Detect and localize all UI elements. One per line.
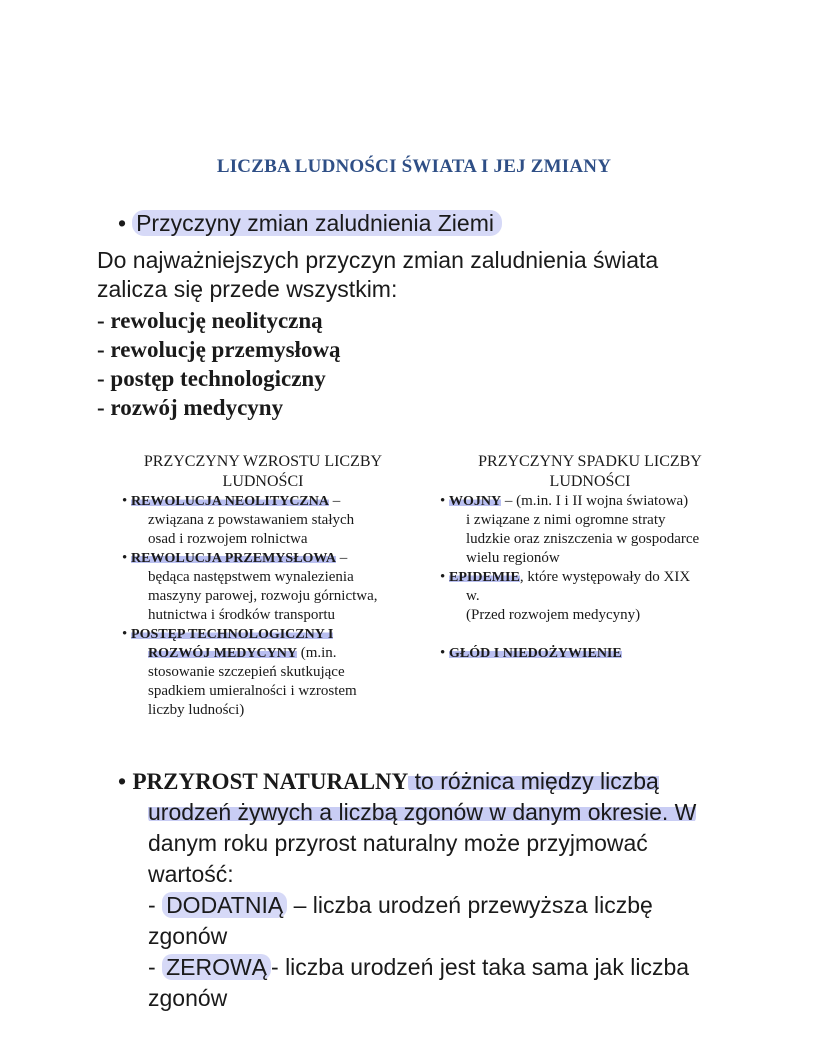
header-line: PRZYCZYNY WZROSTU LICZBY (143, 453, 383, 470)
cause-desc: – (m.in. I i II wojna światowa) (501, 493, 689, 509)
section1-heading (118, 210, 502, 237)
cause-desc: wielu regionów (466, 550, 560, 566)
bullet-icon: • (122, 626, 128, 642)
cause-lead: GŁÓD I NIEDOŻYWIENIE (449, 646, 622, 661)
dash: - (148, 892, 163, 918)
dash: - (148, 954, 163, 980)
cause-desc: osad i rozwojem rolnictwa (148, 531, 308, 547)
causes-list (97, 306, 341, 422)
cause-desc: maszyny parowej, rozwoju górnictwa, (148, 588, 378, 604)
cause-desc: (m.in. (296, 645, 337, 661)
bullet-icon: • (440, 645, 446, 661)
zero-value: ZEROWĄ (162, 954, 271, 980)
term: PRZYROST NATURALNY (132, 769, 409, 794)
header-line: LUDNOŚCI (222, 473, 304, 490)
list-item: - postęp technologiczny (97, 366, 326, 391)
page-title: LICZBA LUDNOŚCI ŚWIATA I JEJ ZMIANY (216, 156, 612, 177)
cause-lead: POSTĘP TECHNOLOGICZNY I (131, 627, 334, 642)
positive-value: DODATNIĄ (162, 892, 287, 918)
cause-desc: liczby ludności) (148, 702, 245, 718)
header-line: PRZYCZYNY SPADKU LICZBY (478, 453, 702, 470)
cause-desc: będąca następstwem wynalezienia (148, 569, 354, 585)
definition-text: wartość: (148, 861, 234, 887)
cause-lead: REWOLUCJA PRZEMYSŁOWA (131, 551, 336, 566)
list-item: - rewolucję przemysłową (97, 337, 341, 362)
cause-desc: stosowanie szczepień skutkujące (148, 664, 345, 680)
list-item: - rozwój medycyny (97, 395, 284, 420)
cause-lead: ROZWÓJ MEDYCYNY (148, 646, 297, 661)
cause-desc: , które występowały do XIX (519, 569, 691, 585)
cause-item (440, 568, 740, 625)
bullet-icon: • (440, 569, 446, 585)
dash: – (329, 493, 341, 509)
section1-heading-text: Przyczyny zmian zaludnienia Ziemi (132, 210, 502, 236)
cause-lead: REWOLUCJA NEOLITYCZNA (131, 494, 329, 509)
column-header (118, 452, 408, 492)
header-line: LUDNOŚCI (549, 473, 631, 490)
list-item: - rewolucję neolityczną (97, 308, 323, 333)
cause-item (118, 625, 408, 720)
definition-text: urodzeń żywych a liczbą zgonów w danym okresie. W (148, 799, 697, 825)
cause-desc: ludzkie oraz zniszczenia w gospodarce (466, 531, 700, 547)
bullet-icon: • (118, 768, 127, 794)
intro-line: Do najważniejszych przyczyn zmian zaludnienia świata (97, 247, 659, 273)
cause-desc: i związane z nimi ogromne straty (466, 512, 666, 528)
column-header (440, 452, 740, 492)
definition-text: zgonów (148, 923, 228, 949)
definition-text: danym roku przyrost naturalny może przyjmować (148, 830, 648, 856)
intro-line: zalicza się przede wszystkim: (97, 276, 398, 302)
definition-text: - liczba urodzeń jest taka sama jak liczba (271, 954, 690, 980)
bullet-icon: • (122, 550, 128, 566)
section1-intro (97, 246, 737, 304)
cause-lead: EPIDEMIE (449, 570, 520, 585)
bullet-icon: • (122, 493, 128, 509)
cause-desc: w. (466, 588, 480, 604)
cause-item (118, 492, 408, 549)
cause-lead: WOJNY (449, 494, 502, 509)
natural-growth-section (118, 766, 718, 1014)
definition-text: to różnica między liczbą (408, 768, 659, 794)
bullet-icon: • (440, 493, 446, 509)
dash: – (335, 550, 348, 566)
cause-desc: hutnictwa i środków transportu (148, 607, 336, 623)
definition-text: – liczba urodzeń przewyższa liczbę (287, 892, 653, 918)
cause-item (440, 492, 740, 568)
bullet-icon: • (118, 210, 127, 236)
cause-desc: spadkiem umieralności i wzrostem (148, 683, 357, 699)
cause-desc: związana z powstawaniem stałych (148, 512, 355, 528)
cause-item (118, 549, 408, 625)
cause-desc: (Przed rozwojem medycyny) (466, 607, 641, 623)
decline-causes-column (440, 452, 740, 663)
definition-text: zgonów (148, 985, 228, 1011)
cause-item (440, 644, 740, 663)
growth-causes-column (118, 452, 408, 720)
